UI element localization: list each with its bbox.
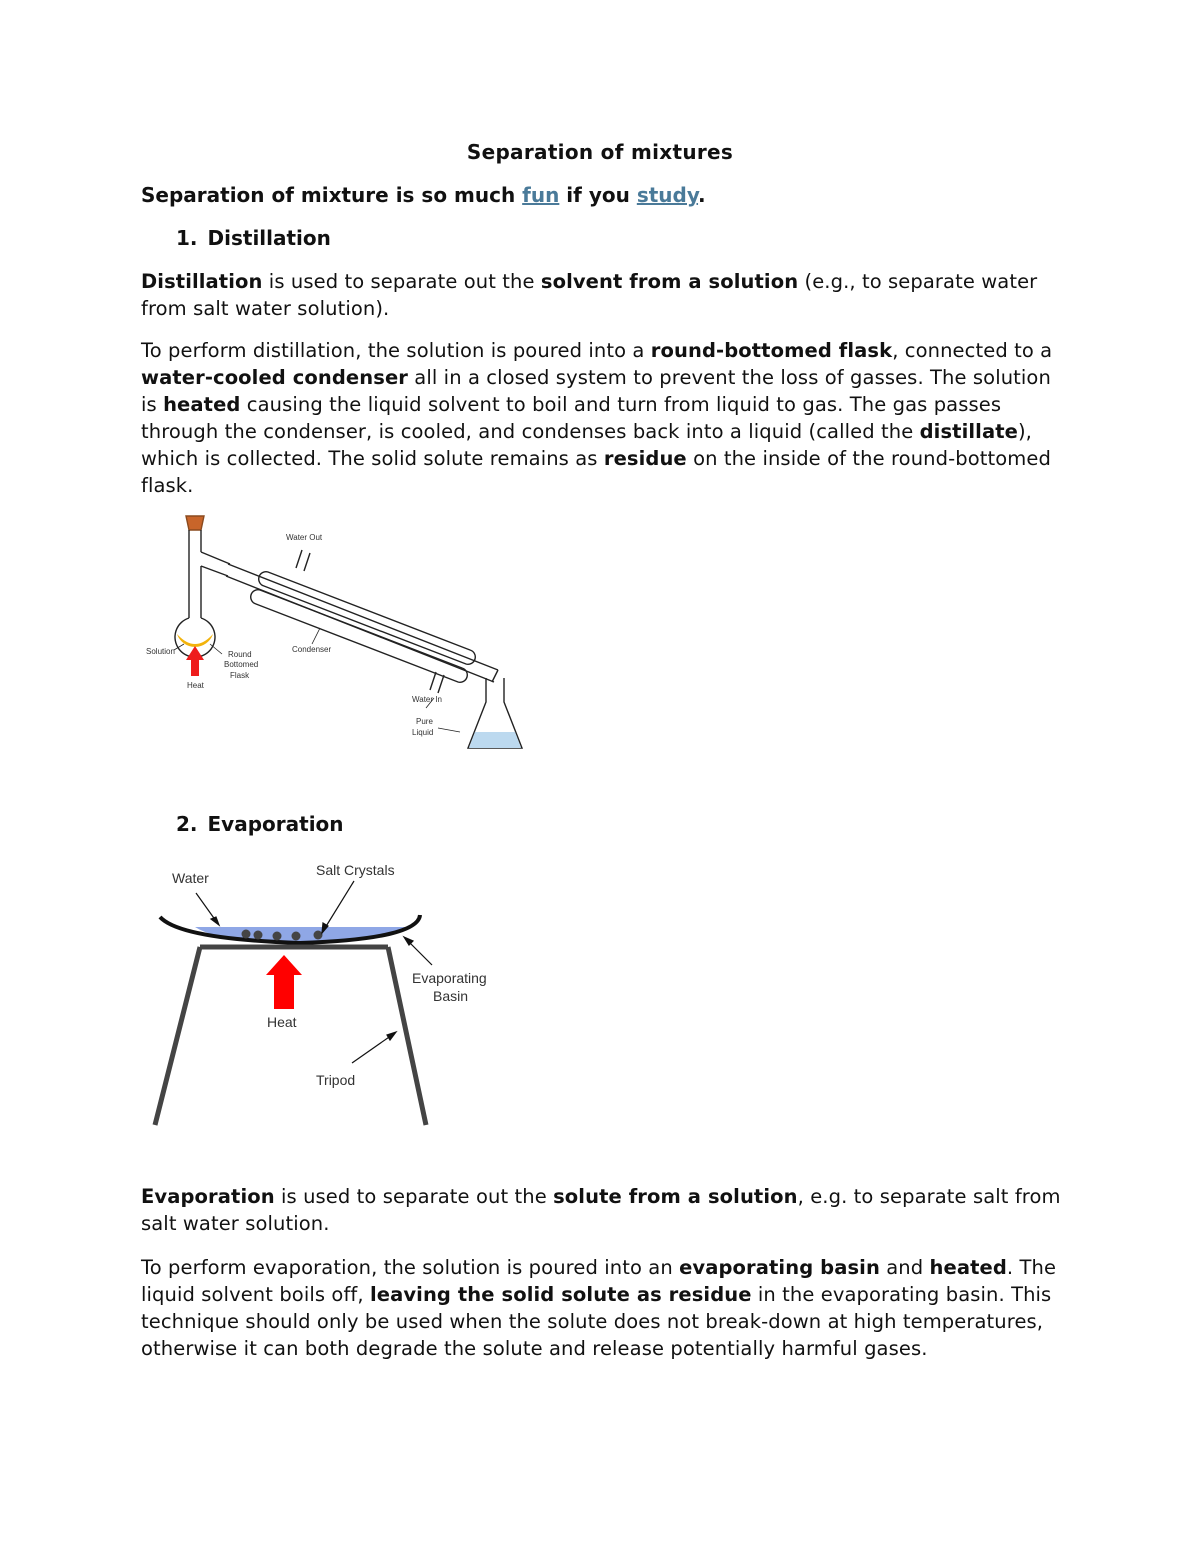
evaporation-paragraph-2: To perform evaporation, the solution is poured into an evaporating basin and heated. The liquid solvent boils off, leaving the solid solute as residue in the evaporating basin. This technique should only be used when the solute does not break-down at high temperatures, otherwise it can both degrade the solute and release potentially harmful gases. [141,1256,1057,1360]
side-arm [201,552,230,576]
evaporation-diagram [140,855,510,1135]
label-tripod: Tripod [316,1072,356,1088]
subtitle-text-middle: if you [559,183,637,207]
term-solute-from-solution: solute from a solution [553,1185,798,1208]
flask-neck [189,530,201,618]
subtitle-text-after: . [698,183,706,207]
term-leaving-solid-solute: leaving the solid solute as residue [369,1283,752,1306]
label-pure: Pure [416,717,433,726]
label-condenser: Condenser [292,645,332,654]
fun-link[interactable]: fun [522,183,560,207]
subtitle-line [141,183,706,207]
term-evaporation: Evaporation [141,1185,275,1208]
distillation-heading-text: Distillation [207,226,331,250]
evaporation-paragraph-1: Evaporation is used to separate out the solute from a solution, e.g. to separate salt from salt water solution. [141,1185,1061,1235]
subtitle-text-before: Separation of mixture is so much [141,183,523,207]
inner-tube [226,564,498,682]
term-round-bottomed-flask: round-bottomed flask [650,339,893,362]
term-evaporating-basin: evaporating basin [679,1256,880,1279]
term-residue: residue [603,447,687,470]
distillation-number: 1. [176,226,198,250]
water-out-port [296,550,310,571]
term-heated: heated [163,393,241,416]
term-solvent-from-solution: solvent from a solution [540,270,799,293]
term-distillation: Distillation [141,270,263,293]
distillation-diagram [140,510,540,760]
label-evaporating: Evaporating [412,970,487,986]
cork [186,516,204,530]
evaporation-heading-text: Evaporation [207,812,344,836]
label-round: Round [228,650,252,659]
evaporation-heading [176,812,344,836]
document-title: Separation of mixtures [466,140,734,164]
heat-arrow [186,646,204,676]
distillation-paragraph-2: To perform distillation, the solution is poured into a round-bottomed flask, connected to a water-cooled condenser all in a closed system to prevent the loss of gasses. The solution is heated causing the liquid solvent to boil and turn from liquid to gas. The gas passes through the condenser, is cooled, and condenses back into a liquid (called the distillate), which is collected. The solid solute remains as residue on the inside of the round-bottomed flask. [141,339,1053,497]
distillation-paragraph-1: Distillation is used to separate out the solvent from a solution (e.g., to separate water from salt water solution). [141,270,1038,320]
label-liquid: Liquid [412,728,434,737]
label-water: Water [172,870,209,886]
label-basin: Basin [433,988,469,1004]
label-solution: Solution [146,647,175,656]
label-water-out: Water Out [286,533,323,542]
pure-liquid [469,732,521,748]
label-bottomed: Bottomed [224,660,259,669]
heat-arrow [266,955,302,1009]
term-heated: heated [929,1256,1007,1279]
evaporation-number: 2. [176,812,198,836]
outlet-tube [492,670,498,682]
study-link[interactable]: study [636,183,699,207]
label-heat: Heat [187,681,204,690]
label-water-in: Water In [412,695,442,704]
term-water-cooled-condenser: water-cooled condenser [141,366,408,389]
label-flask: Flask [230,671,250,680]
label-salt-crystals: Salt Crystals [316,862,395,878]
term-distillate: distillate [919,420,1018,443]
label-heat: Heat [267,1014,297,1030]
distillation-heading [176,226,331,250]
